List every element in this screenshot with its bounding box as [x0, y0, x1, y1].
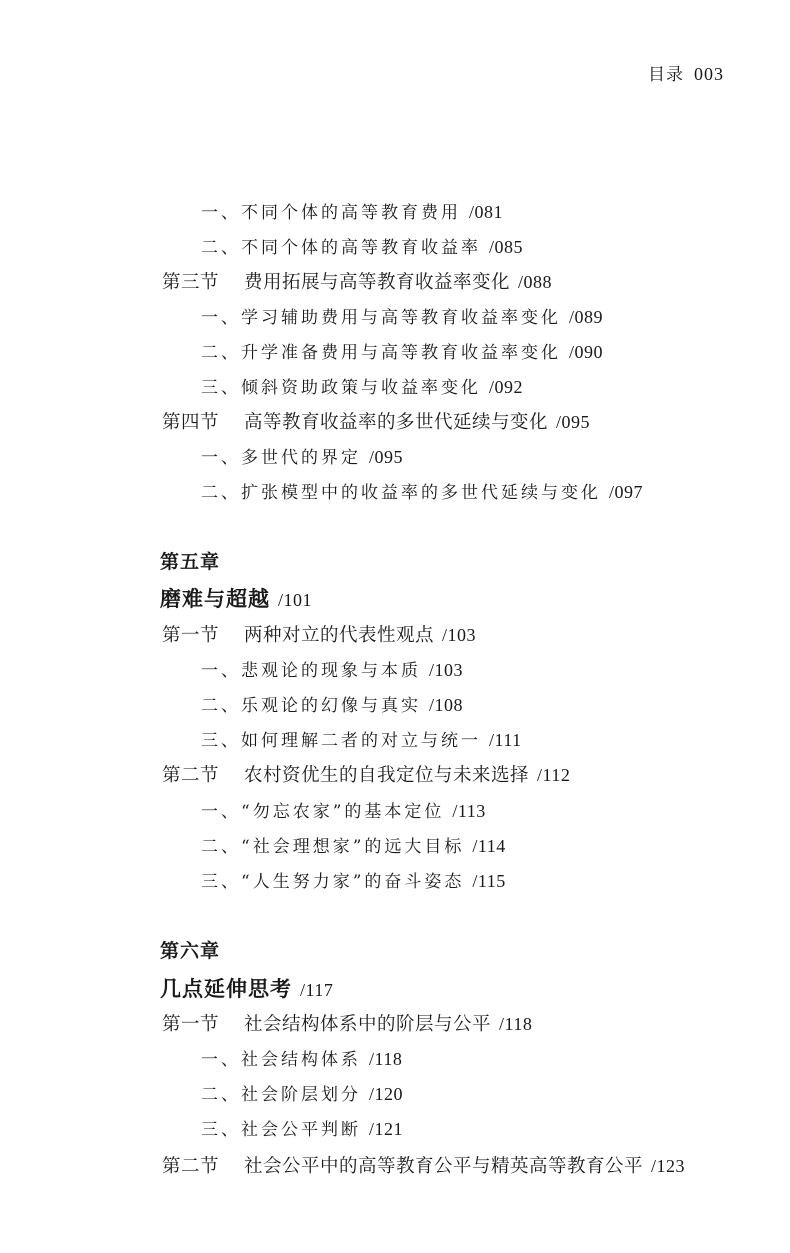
entry-title: 一、“勿忘农家”的基本定位	[201, 802, 445, 822]
page-reference: /118	[499, 1014, 533, 1034]
section-number: 第二节	[162, 765, 220, 786]
toc-item	[201, 448, 403, 467]
toc-item	[201, 731, 522, 750]
toc-item	[201, 483, 643, 502]
entry-title: 二、不同个体的高等教育收益率	[201, 238, 481, 258]
page-reference: /088	[518, 272, 553, 292]
page-reference: /095	[556, 412, 591, 432]
entry-title: 高等教育收益率的多世代延续与变化	[244, 412, 549, 433]
page-reference: /111	[489, 730, 522, 750]
toc-item	[201, 1050, 402, 1069]
toc-section	[162, 1015, 532, 1035]
page-reference: /120	[369, 1084, 404, 1104]
toc-item	[201, 1120, 403, 1139]
entry-title: 几点延伸思考	[160, 976, 292, 1001]
entry-title: 磨难与超越	[160, 586, 270, 611]
page-reference: /118	[369, 1049, 403, 1069]
toc-item	[201, 1085, 403, 1104]
page-reference: /121	[369, 1119, 404, 1139]
entry-title: 一、学习辅助费用与高等教育收益率变化	[201, 308, 561, 328]
entry-title: 一、悲观论的现象与本质	[201, 661, 421, 681]
entry-title: 三、倾斜资助政策与收益率变化	[201, 378, 481, 398]
entry-title: 二、社会阶层划分	[201, 1085, 361, 1105]
toc-item	[201, 696, 463, 715]
section-number: 第一节	[162, 1014, 220, 1035]
page-reference: /101	[278, 590, 313, 610]
entry-title: 二、升学准备费用与高等教育收益率变化	[201, 343, 561, 363]
entry-title: 三、社会公平判断	[201, 1120, 361, 1140]
toc-section	[162, 626, 476, 646]
page-reference: /114	[472, 836, 506, 856]
entry-title: 一、社会结构体系	[201, 1050, 361, 1070]
chapter-title	[160, 978, 333, 999]
page-reference: /089	[569, 307, 604, 327]
page-reference: /097	[609, 482, 644, 502]
entry-title: 第五章	[160, 551, 221, 573]
page-reference: /103	[442, 625, 477, 645]
toc-item	[201, 802, 486, 821]
page-reference: /090	[569, 342, 604, 362]
section-number: 第一节	[162, 625, 220, 646]
entry-title: 二、扩张模型中的收益率的多世代延续与变化	[201, 483, 601, 503]
page-reference: /095	[369, 447, 404, 467]
entry-title: 第六章	[160, 940, 221, 962]
toc-item	[201, 837, 506, 856]
toc-item	[201, 378, 523, 397]
section-number: 第三节	[162, 272, 220, 293]
toc-section	[162, 273, 552, 293]
page-reference: /081	[469, 202, 504, 222]
page-reference: /103	[429, 660, 464, 680]
entry-title: 三、“人生努力家”的奋斗姿态	[201, 872, 465, 892]
toc-item	[201, 343, 603, 362]
header-page-number: 003	[694, 64, 724, 84]
entry-title: 两种对立的代表性观点	[244, 625, 435, 646]
page-reference: /123	[651, 1156, 686, 1176]
entry-title: 二、乐观论的幻像与真实	[201, 696, 421, 716]
running-header	[648, 60, 724, 85]
page-reference: /092	[489, 377, 524, 397]
entry-title: 一、不同个体的高等教育费用	[201, 203, 461, 223]
toc-section	[162, 766, 570, 786]
entry-title: 社会结构体系中的阶层与公平	[244, 1014, 492, 1035]
toc-section	[162, 413, 590, 433]
section-number: 第二节	[162, 1156, 220, 1177]
toc-item	[201, 661, 463, 680]
toc-section	[162, 1157, 685, 1177]
page-reference: /117	[300, 980, 334, 1000]
page-reference: /108	[429, 695, 464, 715]
section-number: 第四节	[162, 412, 220, 433]
entry-title: 二、“社会理想家”的远大目标	[201, 837, 465, 857]
entry-title: 农村资优生的自我定位与未来选择	[244, 765, 530, 786]
toc-item	[201, 872, 506, 891]
toc-item	[201, 238, 523, 257]
toc-item	[201, 203, 503, 222]
chapter-title	[160, 588, 312, 609]
entry-title: 三、如何理解二者的对立与统一	[201, 731, 481, 751]
chapter-number	[160, 553, 220, 572]
page-reference: /112	[537, 765, 571, 785]
header-title: 目录	[648, 65, 684, 85]
page-reference: /113	[452, 801, 486, 821]
entry-title: 社会公平中的高等教育公平与精英高等教育公平	[244, 1156, 644, 1177]
page-reference: /115	[472, 871, 506, 891]
toc-item	[201, 308, 603, 327]
page-reference: /085	[489, 237, 524, 257]
entry-title: 费用拓展与高等教育收益率变化	[244, 272, 511, 293]
chapter-number	[160, 942, 220, 961]
entry-title: 一、多世代的界定	[201, 448, 361, 468]
